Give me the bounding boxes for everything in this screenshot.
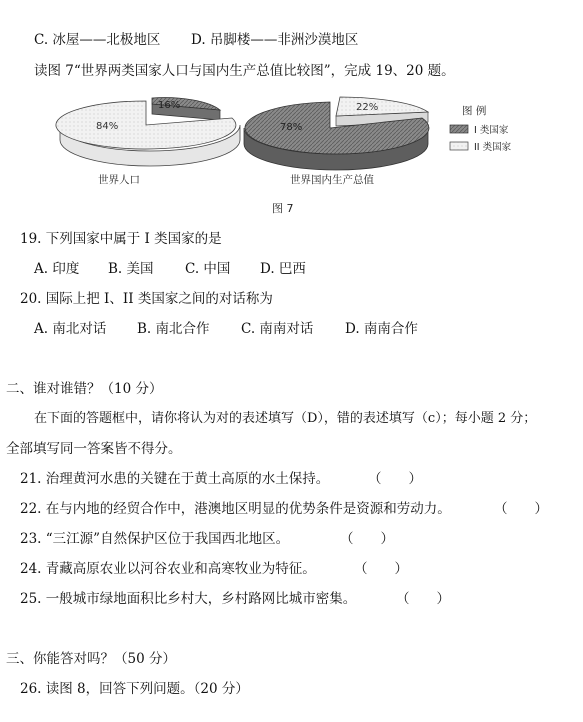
pie2-title: 世界国内生产总值	[290, 174, 374, 186]
section3-heading: 三、你能答对吗？（50 分）	[6, 651, 176, 667]
section2-instruction-2: 全部填写同一答案皆不得分。	[6, 441, 182, 457]
q22-blank[interactable]: （ ）	[494, 501, 548, 517]
q20-option-d: D. 南南合作	[345, 321, 418, 337]
q21-blank[interactable]: （ ）	[368, 471, 422, 487]
pie1-label-84: 84%	[96, 121, 119, 132]
q24-text: 24. 青藏高原农业以河谷农业和高寒牧业为特征。	[20, 561, 316, 577]
q19-option-c: C. 中国	[185, 261, 231, 277]
intro-19-20: 读图 7“世界两类国家人口与国内生产总值比较图”，完成 19、20 题。	[34, 63, 455, 79]
section2-instruction-1: 在下面的答题框中，请你将认为对的表述填写（D），错的表述填写（c）；每小题 2 分；	[34, 411, 537, 426]
q19-option-d: D. 巴西	[260, 261, 306, 277]
pie-world-population	[56, 98, 240, 186]
legend-label-class1: I 类国家	[474, 125, 509, 136]
pie2-label-78: 78%	[280, 122, 303, 133]
q21-text: 21. 治理黄河水患的关键在于黄土高原的水土保持。	[20, 471, 330, 487]
pie-world-gdp	[244, 97, 429, 186]
q20-option-c: C. 南南对话	[241, 321, 314, 337]
figure-legend	[450, 104, 512, 153]
q25-text: 25. 一般城市绿地面积比乡村大，乡村路网比城市密集。	[20, 591, 357, 607]
q19-stem: 19. 下列国家中属于 I 类国家的是	[20, 231, 222, 247]
pie1-title: 世界人口	[98, 174, 140, 186]
legend-label-class2: II 类国家	[474, 142, 512, 153]
q19-option-a: A. 印度	[34, 261, 80, 277]
figure-caption: 图 7	[272, 202, 294, 215]
pie1-label-16: 16%	[158, 100, 181, 111]
legend-swatch-class1	[450, 125, 468, 133]
q24-blank[interactable]: （ ）	[354, 561, 408, 577]
pie2-label-22: 22%	[356, 102, 379, 113]
figure-7	[0, 88, 583, 223]
q22-text: 22. 在与内地的经贸合作中，港澳地区明显的优势条件是资源和劳动力。	[20, 501, 451, 517]
q23-text: 23. “三江源”自然保护区位于我国西北地区。	[20, 531, 290, 547]
q20-option-b: B. 南北合作	[137, 321, 210, 337]
option-d-prev: D. 吊脚楼——非洲沙漠地区	[191, 32, 359, 48]
section2-heading: 二、谁对谁错？（10 分）	[6, 381, 163, 397]
q20-option-a: A. 南北对话	[34, 321, 107, 337]
q19-option-b: B. 美国	[108, 261, 154, 277]
option-c-prev: C. 冰屋——北极地区	[34, 32, 161, 48]
q25-blank[interactable]: （ ）	[396, 591, 450, 607]
legend-title: 图 例	[462, 105, 487, 117]
legend-swatch-class2	[450, 142, 468, 150]
q20-stem: 20. 国际上把 I、II 类国家之间的对话称为	[20, 291, 273, 307]
q23-blank[interactable]: （ ）	[340, 531, 394, 547]
q26-stem: 26. 读图 8，回答下列问题。（20 分）	[20, 681, 249, 697]
